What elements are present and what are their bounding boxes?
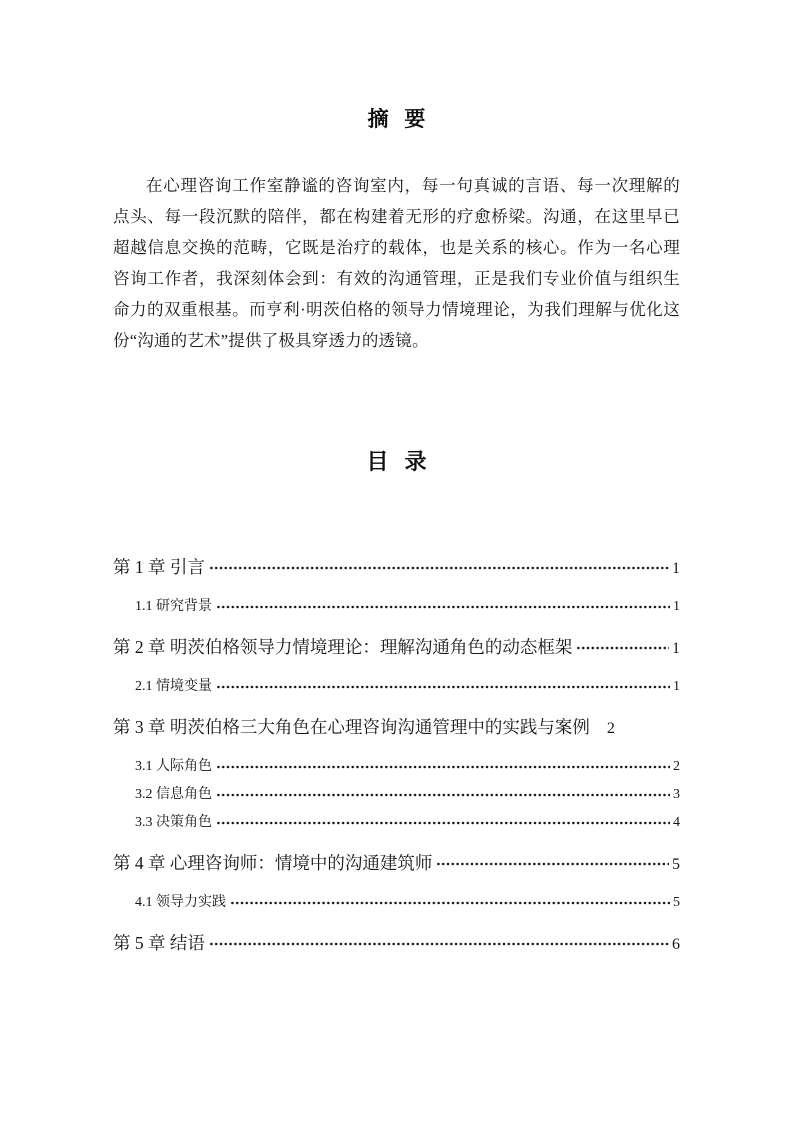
toc-entry-label: 第 4 章 心理咨询师：情境中的沟通建筑师 [113,853,433,873]
toc-dot-leader [216,603,670,611]
toc-entry-label: 第 2 章 明茨伯格领导力情境理论：理解沟通角色的动态框架 [113,637,573,657]
toc-entry[interactable] [113,928,680,960]
abstract-title: 摘 要 [367,108,426,131]
toc-list [113,552,680,960]
toc-page-number: 5 [673,895,680,910]
toc-dot-leader [216,683,670,691]
toc-entry[interactable] [135,676,680,698]
toc-entry[interactable] [135,596,680,618]
toc-entry-label: 3.1 人际角色 [135,759,212,774]
toc-title: 目 录 [366,449,427,474]
toc-page-number: 3 [673,787,680,802]
toc-dot-leader [209,940,669,948]
toc-dot-leader [436,860,669,868]
toc-entry[interactable] [113,848,680,880]
toc-dot-leader [216,819,670,827]
toc-page-number: 1 [672,560,680,577]
toc-page-number: 1 [673,679,680,694]
toc-dot-leader [230,899,670,907]
toc-page-number: 4 [673,815,680,830]
toc-page-number: 1 [672,640,680,657]
toc-dot-leader [216,791,670,799]
toc-entry[interactable] [135,784,680,806]
toc-entry[interactable] [135,756,680,778]
toc-page-number: 6 [672,936,680,953]
toc-entry[interactable] [135,892,680,914]
toc-entry[interactable] [135,812,680,834]
toc-page-number: 2 [606,720,615,737]
toc-entry-label: 第 1 章 引言 [113,557,205,577]
toc-entry[interactable] [113,632,680,664]
toc-page-number: 1 [673,599,680,614]
toc-entry-label: 4.1 领导力实践 [135,895,226,910]
toc-dot-leader [576,644,669,652]
toc-entry-label: 2.1 情境变量 [135,679,212,694]
toc-page-number: 5 [672,856,680,873]
abstract-paragraph: 在心理咨询工作室静谧的咨询室内，每一句真诚的言语、每一次理解的点头、每一段沉默的陪伴，都在构建着无形的疗愈桥梁。沟通，在这里早已超越信息交换的范畴，它既是治疗的载体，也是关系的核心。作为一名心理咨询工作者，我深刻体会到：有效的沟通管理，正是我们专业价值与组织生命力的双重根基。而亨利·明茨伯格的领导力情境理论，为我们理解与优化这份“沟通的艺术”提供了极具穿透力的透镜。 [113,176,680,350]
toc-entry[interactable] [113,712,680,744]
toc-entry-label: 3.2 信息角色 [135,787,212,802]
toc-page-number: 2 [673,759,680,774]
toc-entry-label: 第 5 章 结语 [113,933,205,953]
toc-entry-label: 第 3 章 明茨伯格三大角色在心理咨询沟通管理中的实践与案例 [113,717,590,737]
toc-dot-leader [209,564,669,572]
toc-entry[interactable] [113,552,680,584]
toc-dot-leader [216,763,670,771]
toc-entry-label: 1.1 研究背景 [135,599,212,614]
toc-dot-leader [594,724,604,732]
toc-entry-label: 3.3 决策角色 [135,815,212,830]
